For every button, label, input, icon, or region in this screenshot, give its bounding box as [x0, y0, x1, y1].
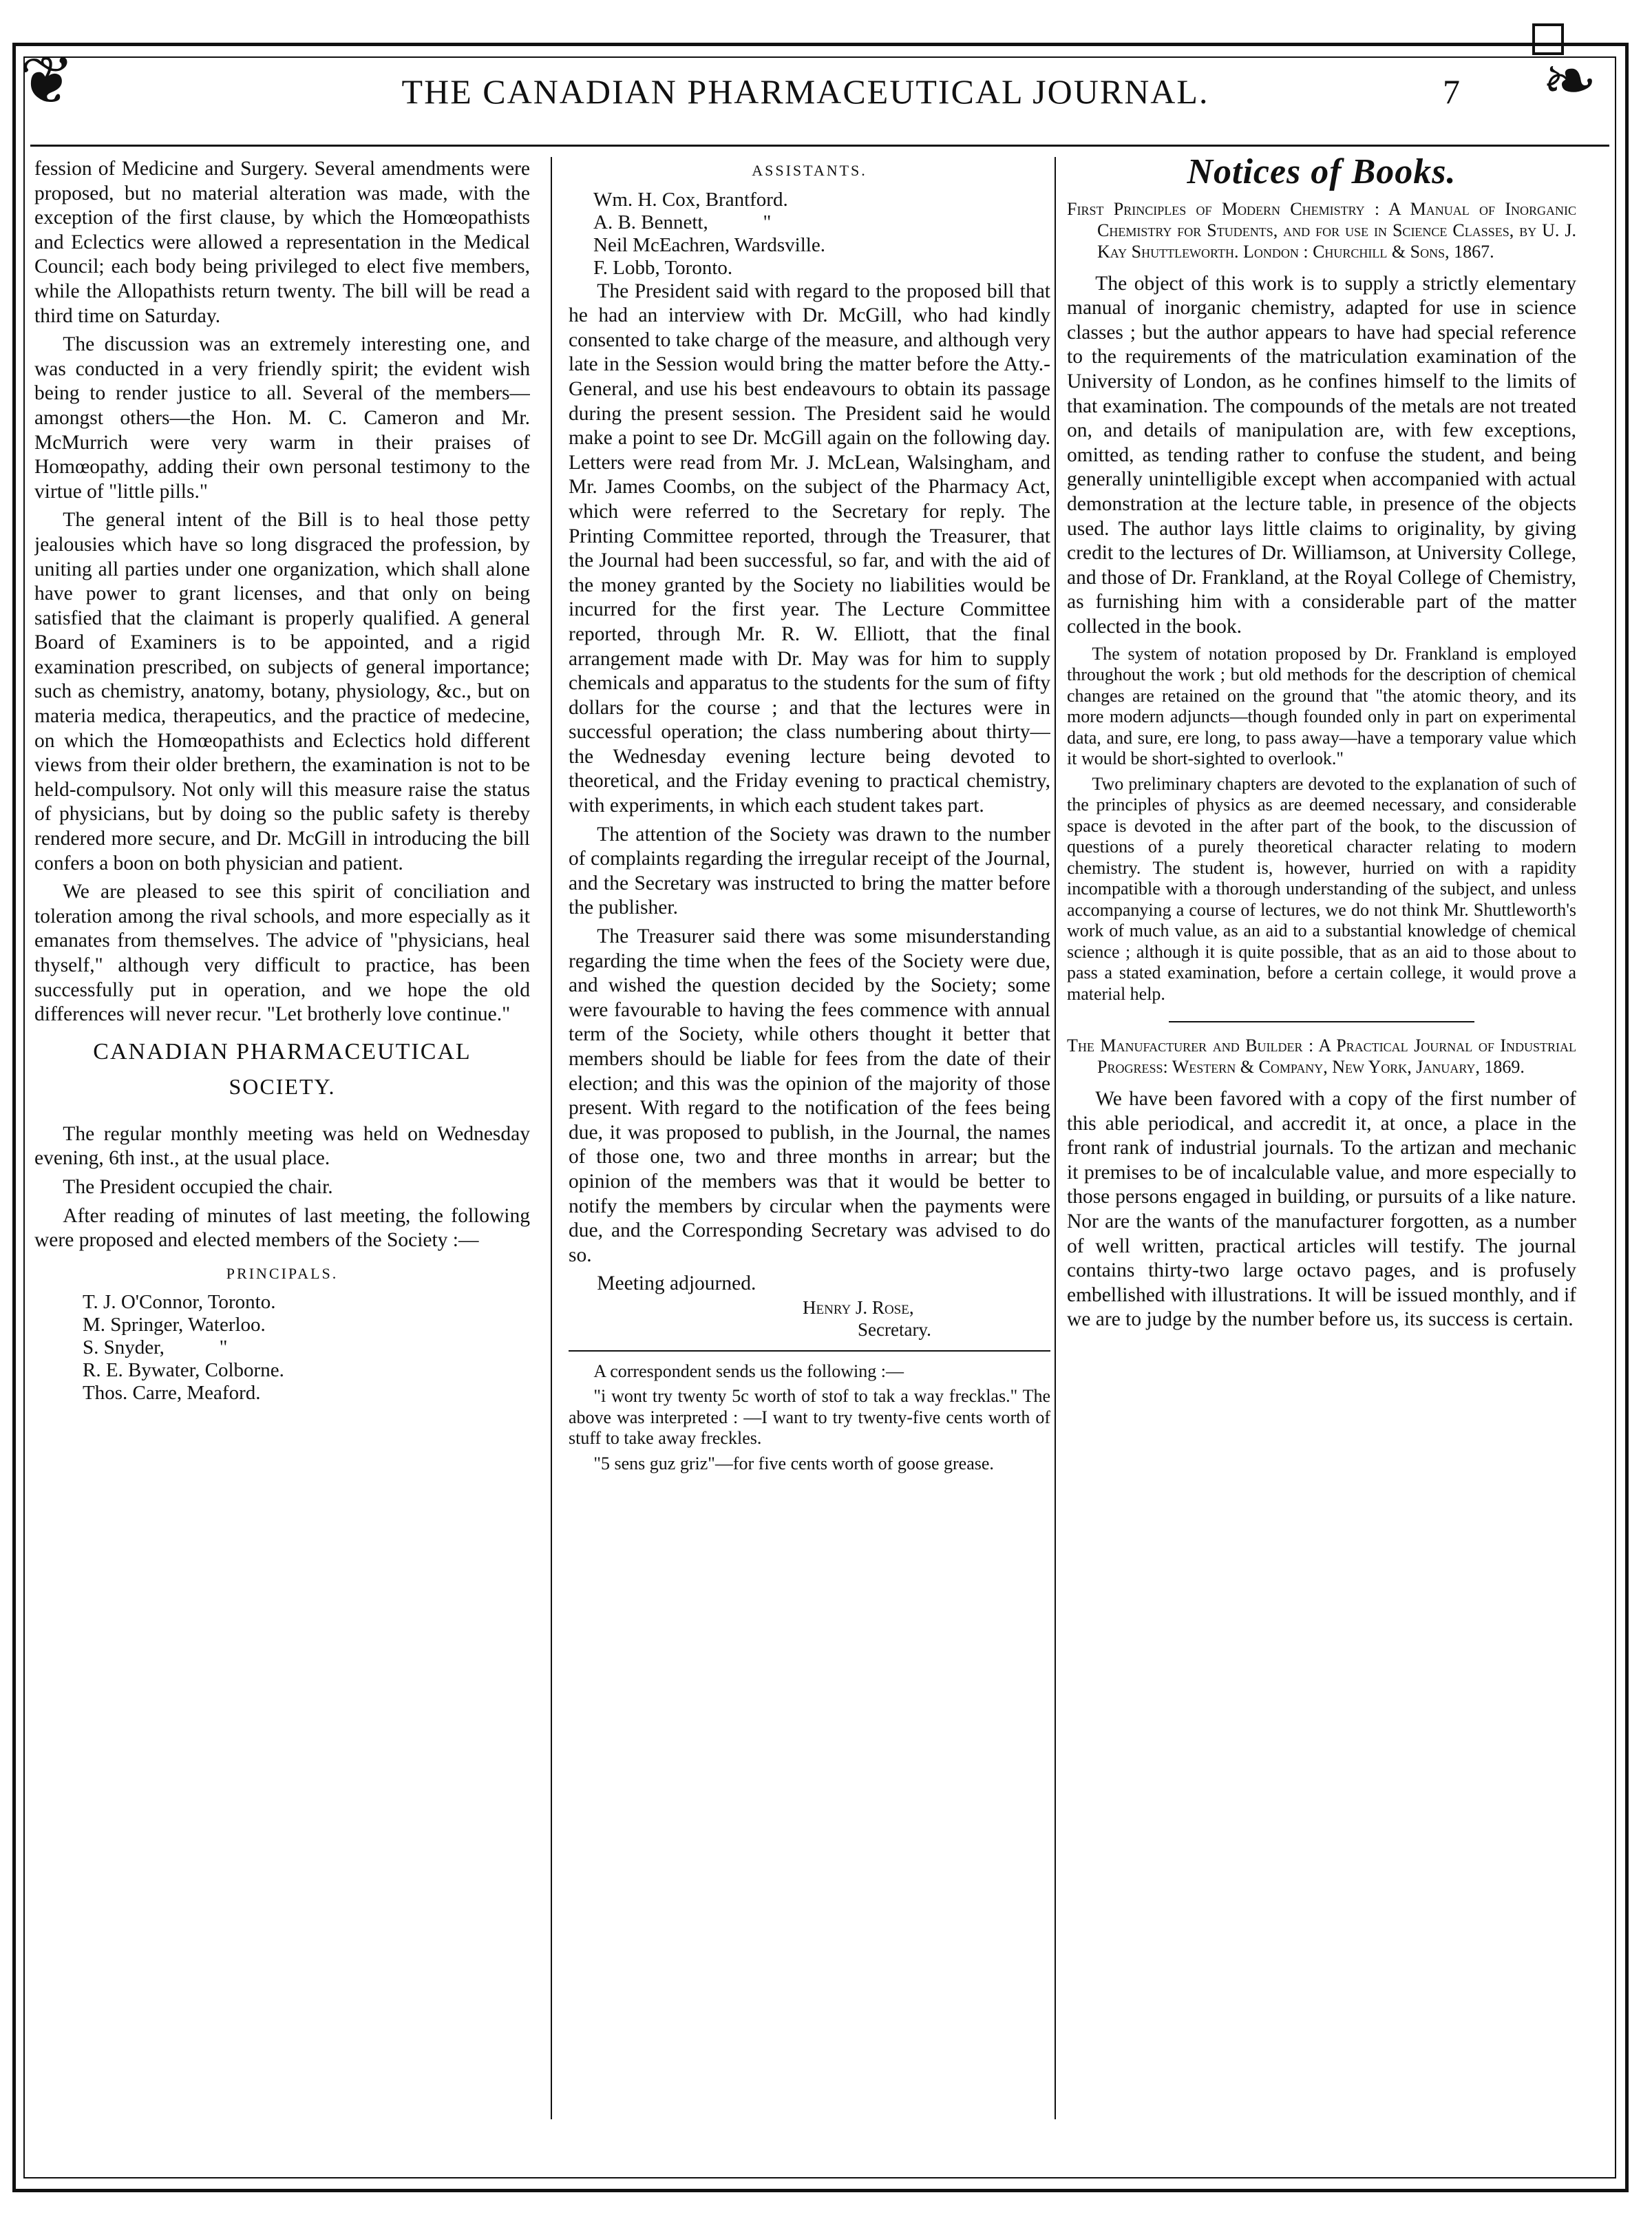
- column-divider: [1055, 157, 1056, 2119]
- list-item: Wm. H. Cox, Brantford.: [593, 188, 788, 211]
- scroll-ornament-icon: ❦: [19, 44, 75, 118]
- list-item: F. Lobb, Toronto.: [593, 256, 733, 279]
- list-heading: ASSISTANTS.: [752, 162, 867, 179]
- section-heading: SOCIETY.: [229, 1073, 336, 1099]
- list-item: R. E. Bywater, Colborne.: [83, 1359, 284, 1382]
- paragraph: The discussion was an extremely interesting one, and was conducted in a very friendly spirit; the evident wish being to render justice to all. Several of the members—amongst others—the Hon. M. C. Cameron and Mr. McMurrich were very warm in their praises of Homœopathy, adding their own personal testimony to the virtue of "little pills.": [34, 333, 530, 503]
- paragraph: The system of notation proposed by Dr. Frankland is employed throughout the work ; but old methods for the description of chemical changes are retained on the ground that "the atomic theory, and its more modern adjuncts—though founded only in part on experimental data, and sure, ere long, to pass away—have a temporary value which it would be short-sighted to overlook.": [1067, 643, 1576, 768]
- assistants-list: [593, 189, 1050, 280]
- paragraph: The regular monthly meeting was held on Wednesday evening, 6th inst., at the usual place.: [34, 1122, 530, 1170]
- list-item: Thos. Carre, Meaford.: [83, 1382, 261, 1405]
- list-item: Neil McEachren, Wardsville.: [593, 233, 825, 256]
- divider-rule: [569, 1350, 1050, 1352]
- scroll-ornament-icon: ❧: [1542, 44, 1598, 118]
- book-title: The Manufacturer and Builder : A Practical Journal of Industrial Progress: Western & Company, New York, January, 1869.: [1067, 1036, 1576, 1077]
- list-heading: PRINCIPALS.: [226, 1264, 339, 1282]
- paragraph: "5 sens guz griz"—for five cents worth of goose grease.: [593, 1453, 994, 1473]
- paragraph: The President said with regard to the proposed bill that he had an interview with Dr. McGill, who had kindly consented to take charge of the measure, and although very late in the Session would bring the matter before the Atty.-General, and use his best endeavours to obtain its passage during the present session. The President said he would make a point to see Dr. McGill again on the following day. Letters were read from Mr. J. McLean, Walsingham, and Mr. James Coombs, on the subject of the Pharmacy Act, which were referred to the Secretary for reply. The Printing Committee reported, through the Treasurer, that the Journal had been successful, so far, and with the aid of the money granted by the Society no liabilities would be incurred for the first year. The Lecture Committee reported, through Mr. R. W. Elliott, that the final arrangement made with Dr. May was for him to supply chemicals and apparatus to the students for the sum of fifty dollars for the course ; and that the lectures were in successful operation; the class numbering about thirty—the Wednesday evening lecture being devoted to theoretical, and the Friday evening to practical chemistry, with experiments, in which each student takes part.: [569, 280, 1050, 817]
- divider-rule: [1169, 1021, 1474, 1022]
- column-divider: [551, 157, 552, 2119]
- paragraph: Meeting adjourned.: [597, 1272, 756, 1295]
- signature-name: Henry J. Rose,: [803, 1296, 914, 1318]
- paragraph: We are pleased to see this spirit of conciliation and toleration among the rival schools, and more especially as it emanates from themselves. The advice of "physicians, heal thyself," although very difficult to practice, has been successfully put in operation, and we hope the old differences will never recur. "Let brotherly love continue.": [34, 881, 530, 1026]
- column-3: [1067, 157, 1576, 2126]
- page-header: [138, 72, 1473, 131]
- section-heading: Notices of Books.: [1187, 157, 1457, 191]
- header-rule: [30, 145, 1609, 147]
- page-number: 7: [1443, 72, 1460, 111]
- list-item: M. Springer, Waterloo.: [83, 1314, 266, 1336]
- list-item: A. B. Bennett, ": [593, 211, 772, 233]
- paragraph: The President occupied the chair.: [63, 1175, 333, 1198]
- paragraph: fession of Medicine and Surgery. Several amendments were proposed, but no material alteration was made, with the exception of the first clause, by which the Homœopathists and Eclectics were allowed a representation in the Medical Council; each body being privileged to elect five members, while the Allopathists return twenty. The bill will be read a third time on Saturday.: [34, 158, 530, 327]
- column-2: [569, 157, 1050, 2126]
- paragraph: We have been favored with a copy of the first number of this able periodical, and accredit it, at once, a place in the front rank of industrial journals. To the artizan and mechanic it premises to be of incalculable value, and more especially to those persons engaged in building, or pursuits of a like nature. Nor are the wants of the manufacturer forgotten, as a number of well written, practical articles will testify. The journal contains thirty-two large octavo pages, and is profusely embellished with illustrations. It will be issued monthly, and if we are to judge by the number before us, its success is certain.: [1067, 1088, 1576, 1331]
- paragraph: "i wont try twenty 5c worth of stof to tak a way frecklas." The above was interpreted : —I want to try twenty-five cents worth of stuff to take away freckles.: [569, 1386, 1050, 1449]
- book-title: First Principles of Modern Chemistry : A Manual of Inorganic Chemistry for Students, and for use in Science Classes, by U. J. Kay Shuttleworth. London : Churchill & Sons, 1867.: [1067, 198, 1576, 262]
- paragraph: Two preliminary chapters are devoted to the explanation of such of the principles of physics as are deemed necessary, and considerable space is devoted in the after part of the book, to the discussion of questions of a purely theoretical character relating to modern chemistry. The student is, however, hurried on with a rapidity incompatible with a thorough understanding of the subject, and unless accompanying a course of lectures, we do not think Mr. Shuttleworth's work of much value, as an aid to a substantial knowledge of chemical science ; although it is quite possible, that as an aid to those about to pass a stated examination, before a certain college, it would prove a material help.: [1067, 773, 1576, 1004]
- list-item: T. J. O'Connor, Toronto.: [83, 1291, 276, 1314]
- paragraph: A correspondent sends us the following :—: [593, 1361, 904, 1381]
- paragraph: The object of this work is to supply a strictly elementary manual of inorganic chemistry, adapted for use in science classes ; but the author appears to have had special reference to the requirements of the matriculation examination of the University of London, as he confines himself to the limits of that examination. The compounds of the metals are not treated on, and details of manipulation are, with few exceptions, omitted, as tending rather to confuse the student, and being generally unintelligible except when accompanied with actual demonstration at the lecture table, in presence of the objects used. The author lays little claims to originality, by giving credit to the lectures of Dr. Williamson, at University College, and those of Dr. Frankland, at the Royal College of Chemistry, as furnishing him with a considerable part of the matter collected in the book.: [1067, 272, 1576, 638]
- paragraph: The attention of the Society was drawn to the number of complaints regarding the irregular receipt of the Journal, and the Secretary was instructed to bring the matter before the publisher.: [569, 823, 1050, 919]
- journal-title: THE CANADIAN PHARMACEUTICAL JOURNAL.: [401, 72, 1209, 111]
- paragraph: The general intent of the Bill is to heal those petty jealousies which have so long disgraced the profession, by uniting all parties under one organization, which shall alone have power to grant licenses, and that only on being satisfied that the claimant is properly qualified. A general Board of Examiners is to be appointed, and a rigid examination prescribed, on subjects of general importance; such as chemistry, anatomy, botany, physiology, &c., but on materia medica, therapeutics, and the practice of medecine, on which the Homœopathists and Eclectics hold different views from their older brethern, the examination is not to be held-compulsory. Not only will this measure raise the status of physicians, but by doing so the public safety is thereby rendered more secure, and Dr. McGill in introducing the bill confers a boon on both physician and patient.: [34, 509, 530, 874]
- paragraph: After reading of minutes of last meeting, the following were proposed and elected members of the Society :—: [34, 1204, 530, 1252]
- signature-title: Secretary.: [858, 1319, 931, 1340]
- list-item: S. Snyder, ": [83, 1336, 228, 1359]
- paragraph: The Treasurer said there was some misunderstanding regarding the time when the fees of the Society were due, and wished the question decided by the Society; some were favourable to having the fees commence with annual term of the Society, while others thought it better that members should be liable for fees from the date of their election; and this was the opinion of the majority of those present. With regard to the notification of the fees being due, it was proposed to publish, in the Journal, the names of those one, two and three months in arrear; but the opinion of the members was that it would be better to notify the members by circular when the payments were due, and the Corresponding Secretary was advised to do so.: [569, 925, 1050, 1266]
- column-1: [34, 157, 530, 2126]
- section-heading: CANADIAN PHARMACEUTICAL: [93, 1038, 472, 1064]
- principals-list: [83, 1291, 530, 1405]
